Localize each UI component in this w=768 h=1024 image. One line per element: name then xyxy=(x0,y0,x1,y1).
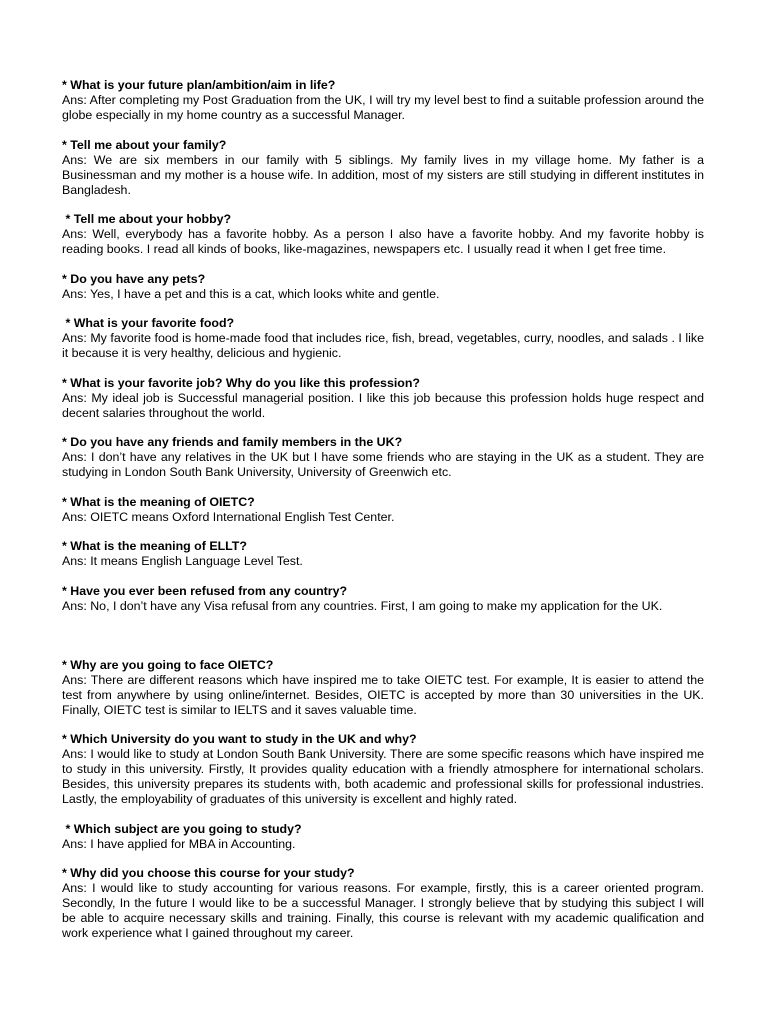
question: * What is the meaning of OIETC? xyxy=(62,494,255,509)
question: * What is your future plan/ambition/aim in life? xyxy=(62,78,336,92)
answer: Ans: We are six members in our family with 5 siblings. My family lives in my village home. My father is a Businessman and my mother is a house wife. In addition, most of my sisters are still studying in different institutes in Bangladesh. xyxy=(62,152,704,197)
answer: Ans: No, I don’t have any Visa refusal from any countries. First, I am going to make my application for the UK. xyxy=(62,598,663,613)
question: * Tell me about your hobby? xyxy=(62,212,232,226)
answer: Ans: I have applied for MBA in Accounting. xyxy=(62,836,296,851)
answer: Ans: OIETC means Oxford International English Test Center. xyxy=(62,509,395,524)
qa-item xyxy=(62,866,704,941)
document-page xyxy=(62,78,704,956)
qa-item xyxy=(62,376,704,421)
qa-item xyxy=(62,316,704,361)
question: * What is the meaning of ELLT? xyxy=(62,539,247,553)
question: * Why are you going to face OIETC? xyxy=(62,657,274,672)
answer: Ans: Well, everybody has a favorite hobby. As a person I also have a favorite hobby. And my favorite hobby is reading books. I read all kinds of books, like-magazines, newspapers etc. I usually read it when I get free time. xyxy=(62,227,704,256)
qa-item xyxy=(62,435,704,480)
qa-item xyxy=(62,495,704,525)
answer: Ans: It means English Language Level Test. xyxy=(62,554,303,568)
question: * What is your favorite food? xyxy=(62,316,235,330)
qa-item xyxy=(62,732,704,807)
answer: Ans: My ideal job is Successful managerial position. I like this job because this profession holds huge respect and decent salaries throughout the world. xyxy=(62,390,704,420)
question: * Do you have any pets? xyxy=(62,271,206,286)
answer: Ans: After completing my Post Graduation from the UK, I will try my level best to find a suitable profession around the globe especially in my home country as a successful Manager. xyxy=(62,93,704,122)
question: * Tell me about your family? xyxy=(62,137,227,152)
qa-item xyxy=(62,78,704,123)
qa-item xyxy=(62,212,704,257)
answer: Ans: I would like to study at London South Bank University. There are some specific reasons which have inspired me to study in this university. Firstly, It provides quality education with a friendly atmosphere for international scholars. Besides, this university prepares its students with, both academic and professional skills for professional industries. Lastly, the employability of graduates of this university is excellent and highly rated. xyxy=(62,747,704,806)
answer: Ans: There are different reasons which have inspired me to take OIETC test. For example, It is easier to attend the test from anywhere by using online/internet. Besides, OIETC is accepted by more than 30 universities in the UK. Finally, OIETC test is similar to IELTS and it saves valuable time. xyxy=(62,672,704,717)
answer: Ans: I would like to study accounting for various reasons. For example, firstly, this is a career oriented program. Secondly, In the future I would like to be a successful Manager. I strongly believe that by studying this subject I will be able to acquire necessary skills and training. Finally, this course is relevant with my academic qualification and work experience what I gained throughout my career. xyxy=(62,881,704,940)
answer: Ans: Yes, I have a pet and this is a cat, which looks white and gentle. xyxy=(62,286,440,301)
qa-item xyxy=(62,272,704,302)
question: * Which subject are you going to study? xyxy=(62,821,302,836)
answer: Ans: I don’t have any relatives in the UK but I have some friends who are staying in the UK as a student. They are studying in London South Bank University, University of Greenwich etc. xyxy=(62,450,704,479)
qa-item xyxy=(62,138,704,198)
question: * Why did you choose this course for your study? xyxy=(62,866,355,880)
question: * Which University do you want to study in the UK and why? xyxy=(62,732,417,746)
question: * Do you have any friends and family members in the UK? xyxy=(62,435,403,449)
question: * What is your favorite job? Why do you like this profession? xyxy=(62,375,420,390)
answer: Ans: My favorite food is home-made food that includes rice, fish, bread, vegetables, curry, noodles, and salads . I like it because it is very healthy, delicious and hygienic. xyxy=(62,331,704,360)
qa-item xyxy=(62,822,704,852)
qa-item xyxy=(62,584,704,614)
question: * Have you ever been refused from any country? xyxy=(62,583,348,598)
qa-item xyxy=(62,539,704,569)
qa-item xyxy=(62,658,704,718)
